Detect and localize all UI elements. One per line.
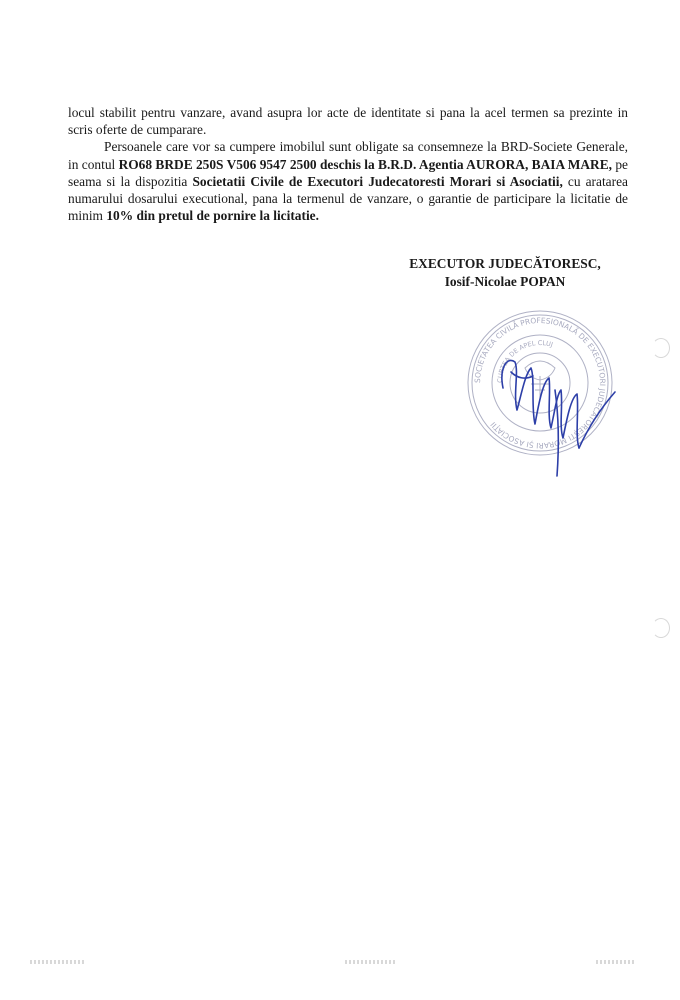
signature-title: EXECUTOR JUDECĂTORESC,	[409, 256, 601, 271]
official-stamp	[455, 298, 625, 488]
stamp-inner-text: CURTEA DE APEL CLUJ	[495, 338, 554, 384]
signature-block	[360, 255, 650, 291]
scan-artifact	[30, 960, 86, 964]
body-text	[68, 104, 628, 224]
company-name: Societatii Civile de Executori Judecatoresti Morari si Asociatii,	[192, 173, 563, 189]
paragraph-1: locul stabilit pentru vanzare, avand asupra lor acte de identitate si pana la acel termen sa prezinte in scris oferte de cumparare.	[68, 105, 628, 138]
scan-artifact	[596, 960, 636, 964]
paragraph-2	[68, 138, 628, 224]
scan-artifact	[345, 960, 395, 964]
p2-text-2: pe seama si la dispozitia	[68, 156, 628, 189]
punch-hole-mark	[652, 618, 670, 638]
p2-text-1: Persoanele care vor sa cumpere imobilul sunt obligate sa consemneze la BRD-Societe Generale, in contul	[68, 139, 628, 172]
signature-name: Iosif-Nicolae POPAN	[444, 274, 566, 289]
p2-text-3: cu aratarea numarului dosarului executional, pana la termenul de vanzare, o garantie de participare la licitatie de minim	[68, 173, 628, 224]
stamp-outer-text: SOCIETATEA CIVILĂ PROFESIONALĂ DE EXECUTORI JUDECĂTOREȘTI MORARI ȘI ASOCIAȚII	[472, 315, 608, 451]
stamp-seal	[468, 311, 612, 455]
guarantee-amount: 10% din pretul de pornire la licitatie.	[106, 208, 319, 224]
bank-account: RO68 BRDE 250S V506 9547 2500 deschis la B.R.D. Agentia AURORA, BAIA MARE,	[118, 156, 612, 172]
punch-hole-mark	[652, 338, 670, 358]
